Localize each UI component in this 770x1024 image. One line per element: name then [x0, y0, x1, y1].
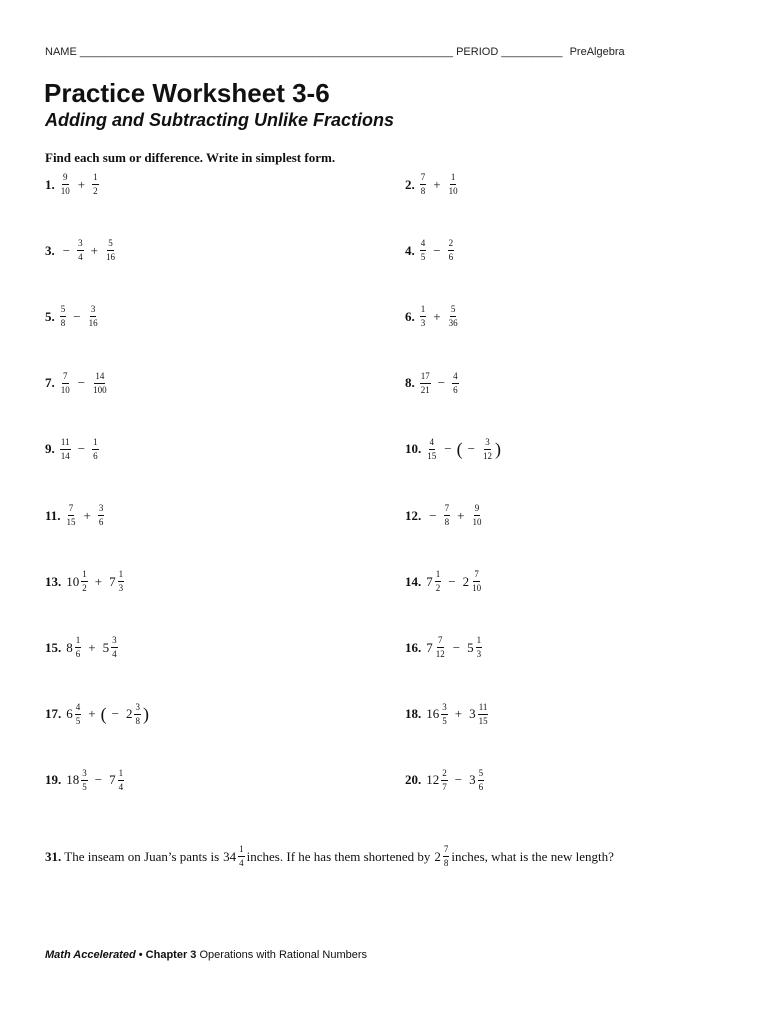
numerator: 1 — [118, 769, 125, 781]
mixed-whole: 7 — [109, 573, 116, 589]
operator: + — [433, 308, 441, 324]
fraction — [60, 438, 71, 461]
fraction — [118, 570, 125, 593]
operator: + — [454, 706, 463, 722]
mixed-whole: 2 — [462, 573, 470, 589]
word-problem — [45, 845, 614, 868]
problem-number: 13. — [45, 573, 62, 589]
operator: + — [94, 573, 103, 589]
problem-number: 12. — [405, 507, 422, 523]
problem-item — [405, 570, 484, 593]
problem-number: 11. — [45, 507, 61, 523]
denominator: 5 — [82, 781, 87, 792]
denominator: 36 — [448, 318, 458, 329]
mixed-whole: 5 — [102, 639, 110, 655]
numerator: 4 — [429, 438, 436, 450]
fraction — [420, 173, 427, 196]
mixed-whole: 10 — [66, 573, 80, 589]
fraction — [448, 173, 459, 196]
fraction — [111, 636, 118, 659]
numerator: 9 — [62, 173, 69, 185]
denominator: 6 — [93, 450, 98, 461]
problem-number: 8. — [405, 375, 415, 391]
problem-number: 2. — [405, 176, 415, 192]
fraction — [88, 305, 99, 328]
problem-number: 5. — [45, 308, 55, 324]
numerator: 4 — [420, 239, 427, 251]
denominator: 6 — [98, 517, 104, 527]
fraction — [478, 769, 485, 792]
operator: − — [77, 441, 86, 457]
operator: − — [77, 375, 86, 391]
fraction — [471, 504, 482, 527]
numerator: 3 — [90, 305, 97, 317]
numerator: 5 — [107, 239, 114, 251]
denominator: 12 — [435, 649, 445, 660]
numerator: 2 — [448, 239, 455, 251]
fraction — [441, 769, 448, 792]
worksheet-header — [45, 46, 625, 58]
fraction — [92, 173, 99, 196]
fraction — [75, 703, 82, 726]
operator: − — [429, 507, 437, 523]
fraction — [238, 845, 245, 868]
numerator: 3 — [81, 769, 88, 781]
word-problem-text-3: inches, what is the new length? — [451, 848, 614, 864]
problem-item — [45, 570, 126, 593]
denominator: 5 — [420, 252, 426, 263]
numerator: 1 — [81, 570, 88, 582]
denominator: 2 — [435, 583, 441, 594]
operator: + — [433, 176, 441, 192]
denominator: 3 — [420, 318, 426, 329]
numerator: 4 — [75, 703, 82, 715]
fraction — [426, 438, 437, 461]
mixed-whole: 7 — [426, 639, 433, 655]
period-blank[interactable]: __________ — [501, 46, 563, 58]
numerator: 1 — [435, 570, 442, 582]
fraction — [98, 504, 105, 527]
course-label: PreAlgebra — [569, 46, 625, 58]
numerator: 1 — [75, 636, 82, 648]
mixed-whole: 2 — [125, 706, 133, 722]
fraction — [60, 173, 71, 196]
problem-item — [405, 305, 461, 328]
problem-number: 1. — [45, 176, 55, 192]
numerator: 7 — [437, 636, 444, 648]
fraction — [441, 703, 448, 726]
fraction — [75, 636, 82, 659]
fraction — [92, 438, 99, 461]
denominator: 5 — [75, 715, 81, 726]
footer-topic: Operations with Rational Numbers — [199, 949, 368, 961]
mixed-whole: 18 — [66, 772, 80, 788]
numerator: 2 — [441, 769, 448, 781]
numerator: 7 — [62, 372, 69, 384]
denominator: 16 — [88, 318, 98, 329]
problem-item — [405, 173, 461, 196]
mixed-whole: 34 — [223, 848, 237, 864]
denominator: 8 — [443, 858, 449, 868]
denominator: 16 — [105, 252, 115, 263]
fraction — [420, 239, 427, 262]
operator: − — [448, 573, 456, 589]
problem-number: 17. — [45, 706, 62, 722]
denominator: 8 — [420, 186, 426, 196]
mixed-whole: 8 — [66, 639, 73, 655]
problem-number: 31. — [45, 848, 62, 864]
operator: − — [437, 375, 446, 391]
mixed-whole: 16 — [426, 706, 440, 722]
fraction — [448, 239, 455, 262]
denominator: 12 — [482, 450, 492, 461]
fraction — [448, 305, 459, 328]
denominator: 4 — [112, 649, 117, 660]
footer-bullet: • — [138, 949, 143, 961]
numerator: 11 — [60, 438, 71, 450]
problem-item — [405, 769, 486, 792]
denominator: 14 — [60, 450, 70, 461]
mixed-whole: 3 — [469, 706, 476, 722]
numerator: 17 — [420, 372, 431, 384]
period-label: PERIOD — [456, 46, 499, 58]
denominator: 10 — [472, 583, 482, 594]
page-title: Practice Worksheet 3-6 — [44, 78, 330, 108]
problem-number: 16. — [405, 639, 422, 655]
numerator: 11 — [478, 703, 489, 715]
denominator: 3 — [118, 583, 124, 594]
operator: − — [111, 706, 119, 722]
problem-number: 3. — [45, 242, 55, 258]
fraction — [105, 239, 116, 262]
fraction — [60, 305, 67, 328]
denominator: 15 — [427, 450, 437, 461]
operator: − — [444, 441, 452, 457]
numerator: 5 — [60, 305, 67, 317]
parenthesis: ( — [456, 438, 463, 459]
denominator: 8 — [444, 517, 450, 527]
operator: + — [77, 176, 86, 192]
operator: − — [94, 772, 103, 788]
denominator: 15 — [478, 715, 488, 726]
denominator: 8 — [135, 715, 140, 726]
numerator: 7 — [420, 173, 427, 185]
mixed-whole: 7 — [109, 772, 116, 788]
denominator: 7 — [442, 781, 447, 792]
denominator: 6 — [75, 649, 81, 660]
denominator: 10 — [472, 517, 482, 527]
denominator: 10 — [60, 384, 70, 395]
denominator: 100 — [93, 384, 107, 395]
mixed-whole: 7 — [426, 573, 433, 589]
numerator: 1 — [450, 173, 457, 185]
denominator: 6 — [448, 252, 454, 263]
numerator: 3 — [134, 703, 141, 715]
fraction — [81, 570, 88, 593]
operator: + — [457, 507, 465, 523]
numerator: 5 — [450, 305, 457, 317]
numerator: 3 — [77, 239, 84, 251]
parenthesis: ( — [100, 703, 107, 724]
fraction — [77, 239, 84, 262]
footer-chapter: Chapter 3 — [145, 949, 197, 961]
denominator: 6 — [478, 781, 484, 792]
problem-item — [405, 372, 461, 395]
problem-item — [45, 636, 120, 659]
name-label: NAME — [45, 46, 77, 58]
parenthesis: ) — [142, 703, 149, 724]
problem-item — [405, 504, 484, 527]
denominator: 6 — [453, 384, 458, 395]
problem-number: 4. — [405, 242, 415, 258]
problem-number: 14. — [405, 573, 422, 589]
mixed-whole: 3 — [469, 772, 476, 788]
fraction — [435, 570, 442, 593]
fraction — [118, 769, 125, 792]
numerator: 14 — [94, 372, 105, 384]
footer-book: Math Accelerated — [45, 949, 136, 961]
mixed-whole: 5 — [467, 639, 474, 655]
operator: − — [467, 441, 475, 457]
mixed-whole: 2 — [434, 848, 441, 864]
page-subtitle: Adding and Subtracting Unlike Fractions — [45, 110, 395, 130]
fraction — [478, 703, 489, 726]
numerator: 7 — [444, 504, 451, 516]
denominator: 2 — [82, 583, 87, 594]
fraction — [81, 769, 88, 792]
word-problem-text-2: inches. If he has them shortened by — [246, 848, 431, 864]
fraction — [444, 504, 451, 527]
operator: + — [83, 507, 91, 523]
problem-item — [45, 239, 118, 262]
operator: + — [88, 639, 96, 655]
denominator: 4 — [78, 252, 83, 263]
numerator: 3 — [484, 438, 491, 450]
numerator: 1 — [238, 845, 245, 857]
problem-number: 19. — [45, 772, 62, 788]
numerator: 3 — [98, 504, 105, 516]
numerator: 7 — [473, 570, 480, 582]
problem-item — [45, 173, 101, 196]
problem-item — [405, 239, 456, 262]
numerator: 7 — [68, 504, 75, 516]
problem-item — [45, 438, 101, 461]
numerator: 1 — [92, 438, 99, 450]
numerator: 5 — [478, 769, 485, 781]
numerator: 1 — [420, 305, 427, 317]
parenthesis: ) — [494, 438, 501, 459]
problem-number: 10. — [405, 441, 422, 457]
operator: + — [88, 706, 96, 722]
fraction — [134, 703, 141, 726]
fraction — [420, 372, 431, 395]
fraction — [60, 372, 71, 395]
problem-item — [405, 703, 491, 726]
problem-item — [45, 703, 149, 726]
problem-number: 15. — [45, 639, 62, 655]
operator: − — [62, 242, 71, 258]
denominator: 10 — [448, 186, 458, 196]
operator: − — [452, 639, 461, 655]
denominator: 3 — [476, 649, 482, 660]
operator: − — [454, 772, 463, 788]
problem-number: 9. — [45, 441, 55, 457]
mixed-whole: 6 — [66, 706, 73, 722]
fraction — [66, 504, 77, 527]
fraction — [476, 636, 483, 659]
numerator: 7 — [443, 845, 450, 857]
problem-item — [405, 438, 501, 461]
page-footer — [45, 949, 367, 961]
numerator: 3 — [111, 636, 118, 648]
problem-number: 20. — [405, 772, 422, 788]
problem-item — [45, 305, 101, 328]
fraction — [482, 438, 493, 461]
problem-item — [45, 769, 126, 792]
word-problem-text-1: The inseam on Juan’s pants is — [64, 848, 220, 864]
denominator: 10 — [60, 186, 70, 196]
operator: − — [73, 308, 81, 324]
instructions: Find each sum or difference. Write in simplest form. — [45, 150, 336, 165]
fraction — [435, 636, 446, 659]
fraction — [420, 305, 427, 328]
numerator: 4 — [452, 372, 459, 384]
operator: + — [90, 242, 98, 258]
numerator: 1 — [118, 570, 125, 582]
problem-number: 6. — [405, 308, 415, 324]
fraction — [452, 372, 459, 395]
denominator: 5 — [442, 715, 447, 726]
numerator: 1 — [476, 636, 483, 648]
numerator: 3 — [441, 703, 448, 715]
problem-item — [45, 504, 106, 527]
denominator: 8 — [60, 318, 66, 329]
problem-item — [405, 636, 484, 659]
problem-item — [45, 372, 110, 395]
denominator: 2 — [93, 186, 98, 196]
denominator: 15 — [66, 517, 76, 527]
fraction — [92, 372, 108, 395]
mixed-whole: 12 — [426, 772, 440, 788]
denominator: 4 — [118, 781, 124, 792]
problem-number: 7. — [45, 375, 55, 391]
denominator: 4 — [239, 858, 244, 868]
operator: − — [433, 242, 441, 258]
numerator: 9 — [474, 504, 481, 516]
denominator: 21 — [420, 384, 430, 395]
fraction — [471, 570, 482, 593]
name-blank[interactable]: _____________________________________________________________ — [79, 46, 454, 58]
problem-number: 18. — [405, 706, 422, 722]
fraction — [443, 845, 450, 868]
numerator: 1 — [92, 173, 99, 185]
